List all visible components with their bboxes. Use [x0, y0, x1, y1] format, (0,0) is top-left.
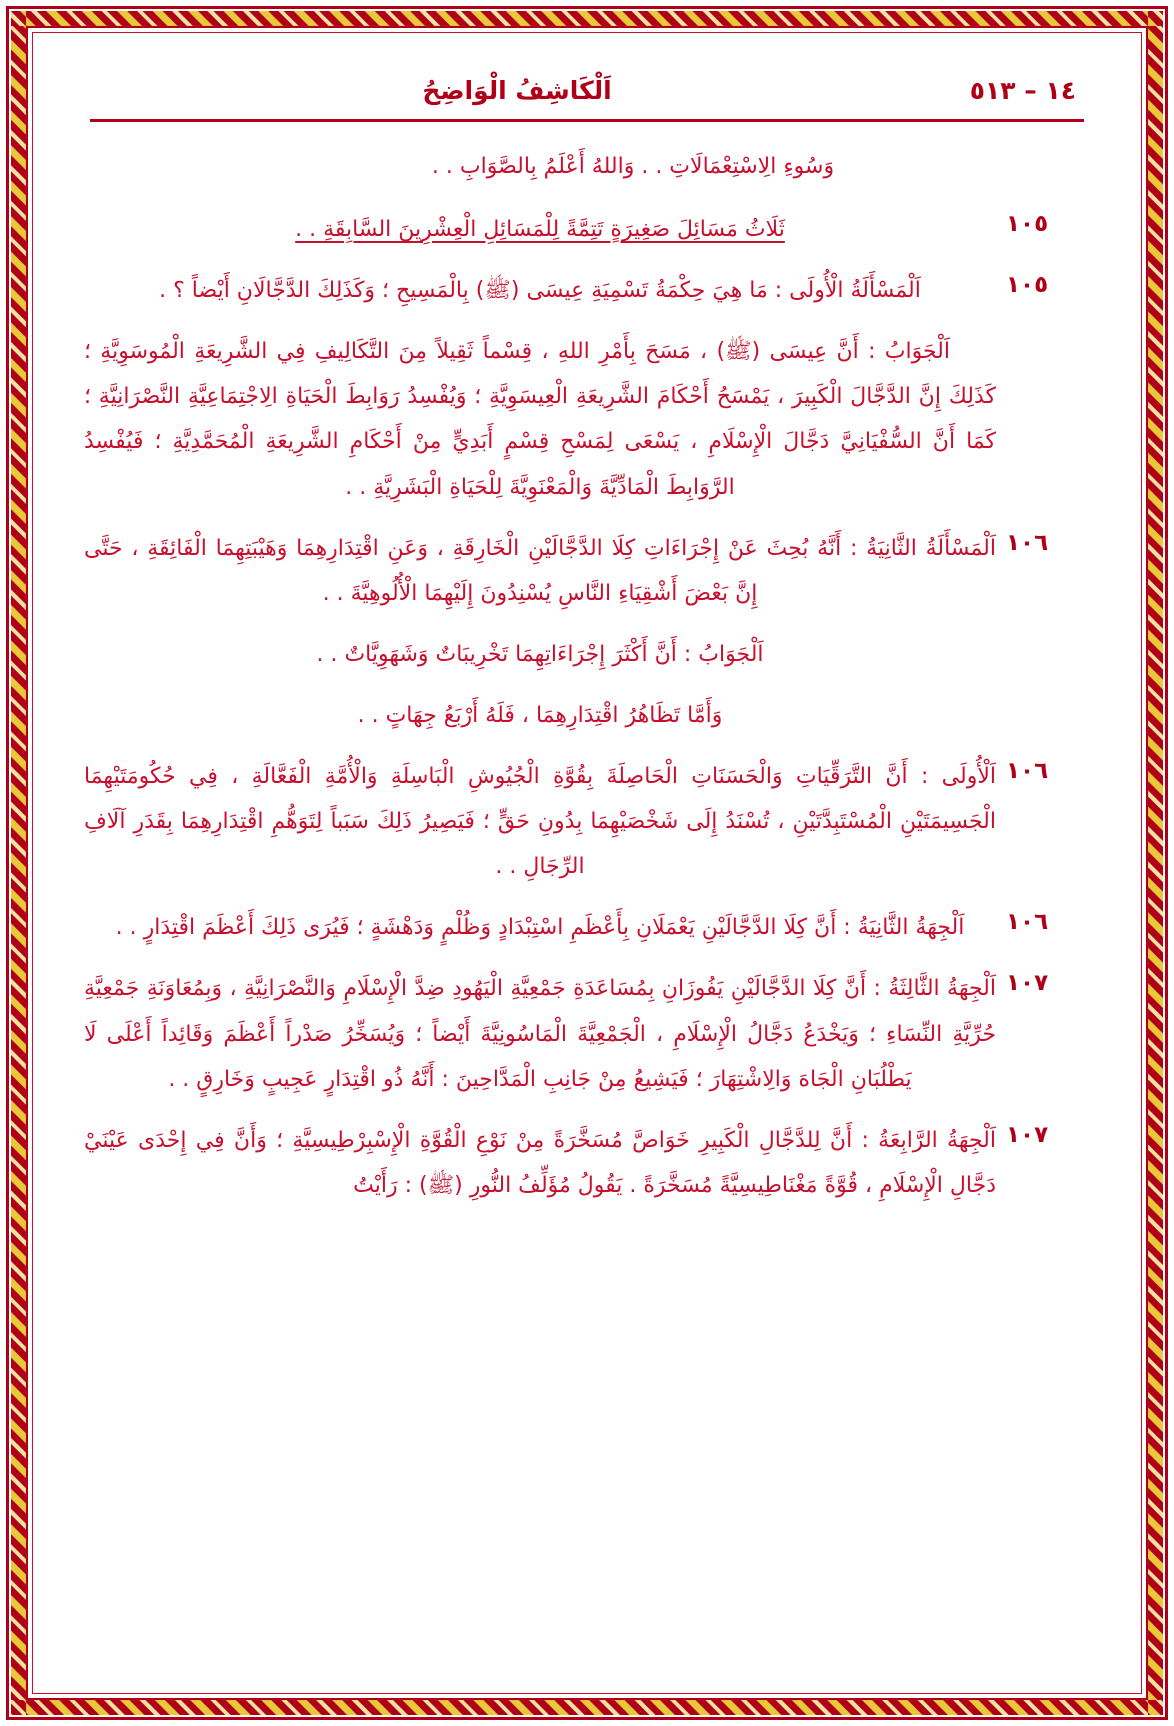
paragraph-row [80, 966, 1094, 1101]
paragraph-text: اَلْأُولَى : أَنَّ التَّرَقِّيَاتِ وَالْحَسَنَاتِ الْحَاصِلَةَ بِقُوَّةِ الْجُيُوشِ الْبَاسِلَةِ وَالْأُمَّةِ الْفَعَّالَةِ ، فِي حُكُومَتَيْهِمَا الْجَسِيمَتَيْنِ الْمُسْتَبِدَّتَيْنِ ، تُسْنَدُ إِلَى شَخْصَيْهِمَا بِدُونِ حَقٍّ ؛ فَيَصِيرُ ذَلِكَ سَبَباً لِتَوَهُّمِ اقْتِدَارِهِمَا بِقَدَرِ آلَافِ الرِّجَالِ . . [84, 764, 996, 880]
paragraph-marker: ١٠٦ [1006, 529, 1049, 556]
paragraph-text: وَأَمَّا تَظَاهُرُ اقْتِدَارِهِمَا ، فَلَهُ أَرْبَعُ جِهَاتٍ . . [357, 702, 723, 728]
paragraph-row [80, 632, 1094, 677]
paragraph-marker: ١٠٧ [1006, 970, 1049, 997]
paragraph-text: اَلْجِهَةُ الرَّابِعَةُ : أَنَّ لِلدَّجَّالِ الْكَبِيرِ خَوَاصَّ مُسَخَّرَةً مِنْ نَوْعِ الْقُوَّةِ الْإِسْبِرْطِيسِيَّةِ ؛ وَأَنَّ فِي إِحْدَى عَيْنَيْ دَجَّالِ الْإِسْلَامِ ، قُوَّةً مَغْنَاطِيسِيَّةً مُسَخَّرَةً . يَقُولُ مُؤَلِّفُ النُّورِ (ﷺ) : رَأَيْتُ [84, 1127, 996, 1198]
paragraph-row [80, 1118, 1094, 1208]
paragraph-text: اَلْجَوَابُ : أَنَّ عِيسَى (ﷺ) ، مَسَحَ بِأَمْرِ اللهِ ، قِسْماً ثَقِيلاً مِنَ التَّكَالِيفِ فِي الشَّرِيعَةِ الْمُوسَوِيَّةِ ؛ كَذَلِكَ إِنَّ الدَّجَّالَ الْكَبِيرَ ، يَمْسَحُ أَحْكَامَ الشَّرِيعَةِ الْعِيسَوِيَّةِ ؛ وَيُفْسِدُ رَوَابِطَ الْحَيَاةِ الِاجْتِمَاعِيَّةِ النَّصْرَانِيَّةِ ؛ كَمَا أَنَّ السُّفْيَانِيَّ دَجَّالَ الْإِسْلَامِ ، يَسْعَى لِمَسْحِ قِسْمٍ أَبَدِيٍّ مِنْ أَحْكَامِ الشَّرِيعَةِ الْمُحَمَّدِيَّةِ ؛ فَيُفْسِدُ الرَّوَابِطَ الْمَادِّيَّةَ وَالْمَعْنَوِيَّةَ لِلْحَيَاةِ الْبَشَرِيَّةِ . . [84, 339, 996, 500]
paragraph-row [80, 526, 1094, 616]
page-header [80, 70, 1094, 105]
paragraph-marker: ١٠٧ [1006, 1121, 1049, 1148]
paragraph-row [80, 329, 1094, 509]
paragraph-text: اَلْجِهَةُ الثَّانِيَةُ : أَنَّ كِلَا الدَّجَّالَيْنِ يَعْمَلَانِ بِأَعْظَمِ اسْتِبْدَادٍ وَظُلْمٍ وَدَهْشَةٍ ؛ فَيُرَى ذَلِكَ أَعْظَمَ اقْتِدَارٍ . . [115, 915, 965, 941]
paragraph-row [80, 754, 1094, 889]
intro-line: وَسُوءِ الِاسْتِعْمَالَاتِ . . وَاللهُ أَعْلَمُ بِالصَّوَابِ . . [431, 154, 835, 179]
paragraph-row [80, 207, 1094, 252]
paragraph-marker: ١٠٥ [1006, 272, 1049, 299]
page-number: ١٤ – ٥١٣ [969, 76, 1076, 105]
paragraph-marker: ١٠٥ [1006, 211, 1049, 238]
paragraph-text: اَلْجَوَابُ : أَنَّ أَكْثَرَ إِجْرَاءَاتِهِمَا تَخْرِيبَاتٌ وَشَهَوِيَّاتٌ . . [316, 641, 764, 667]
paragraph-row [80, 693, 1094, 738]
page-content [40, 40, 1134, 1686]
paragraph-row [80, 905, 1094, 950]
paragraph-text: اَلْجِهَةُ الثَّالِثَةُ : أَنَّ كِلَا الدَّجَّالَيْنِ يَفُوزَانِ بِمُسَاعَدَةِ جَمْعِيَّةِ الْيَهُودِ ضِدَّ الْإِسْلَامِ وَالنَّصْرَانِيَّةِ ، وَبِمُعَاوَنَةِ جَمْعِيَّةِ حُرِّيَّةِ النِّسَاءِ ؛ وَيَخْدَعُ دَجَّالُ الْإِسْلَامِ ، الْجَمْعِيَّةَ الْمَاسُونِيَّةَ أَيْضاً ؛ وَيُسَخِّرُ صَدْراً أَعْظَمَ وَقَائِداً أَعْلَى لَا يَطْلُبَانِ الْجَاهَ وَالِاشْتِهَارَ ؛ فَيَشِيعُ مِنْ جَانِبِ الْمَدَّاحِينَ : أَنَّهُ ذُو اقْتِدَارٍ عَجِيبٍ وَخَارِقٍ . . [84, 976, 996, 1092]
paragraph-text: ثَلَاثُ مَسَائِلَ صَغِيرَةٍ تَتِمَّةً لِلْمَسَائِلِ الْعِشْرِينَ السَّابِقَةِ . . [295, 217, 785, 243]
book-title: اَلْكَاشِفُ الْوَاضِحُ [422, 76, 612, 105]
header-divider [90, 119, 1084, 122]
document-body [80, 144, 1094, 1208]
paragraph-text: اَلْمَسْأَلَةُ الْأُولَى : مَا هِيَ حِكْمَةُ تَسْمِيَةِ عِيسَى (ﷺ) بِالْمَسِيحِ ؛ وَكَذَلِكَ الدَّجَّالَانِ أَيْضاً ؟ . [159, 278, 921, 304]
paragraph-text: اَلْمَسْأَلَةُ الثَّانِيَةُ : أَنَّهُ بُحِثَ عَنْ إِجْرَاءَاتِ كِلَا الدَّجَّالَيْنِ الْخَارِقَةِ ، وَعَنِ اقْتِدَارِهِمَا وَهَيْبَتِهِمَا الْفَائِقَةِ ، حَتَّى إِنَّ بَعْضَ أَشْقِيَاءِ النَّاسِ يُسْنِدُونَ إِلَيْهِمَا الْأُلُوهِيَّةَ . . [84, 535, 996, 606]
paragraph-row [80, 268, 1094, 313]
paragraph-marker: ١٠٦ [1006, 758, 1049, 785]
paragraph-marker: ١٠٦ [1006, 909, 1049, 936]
